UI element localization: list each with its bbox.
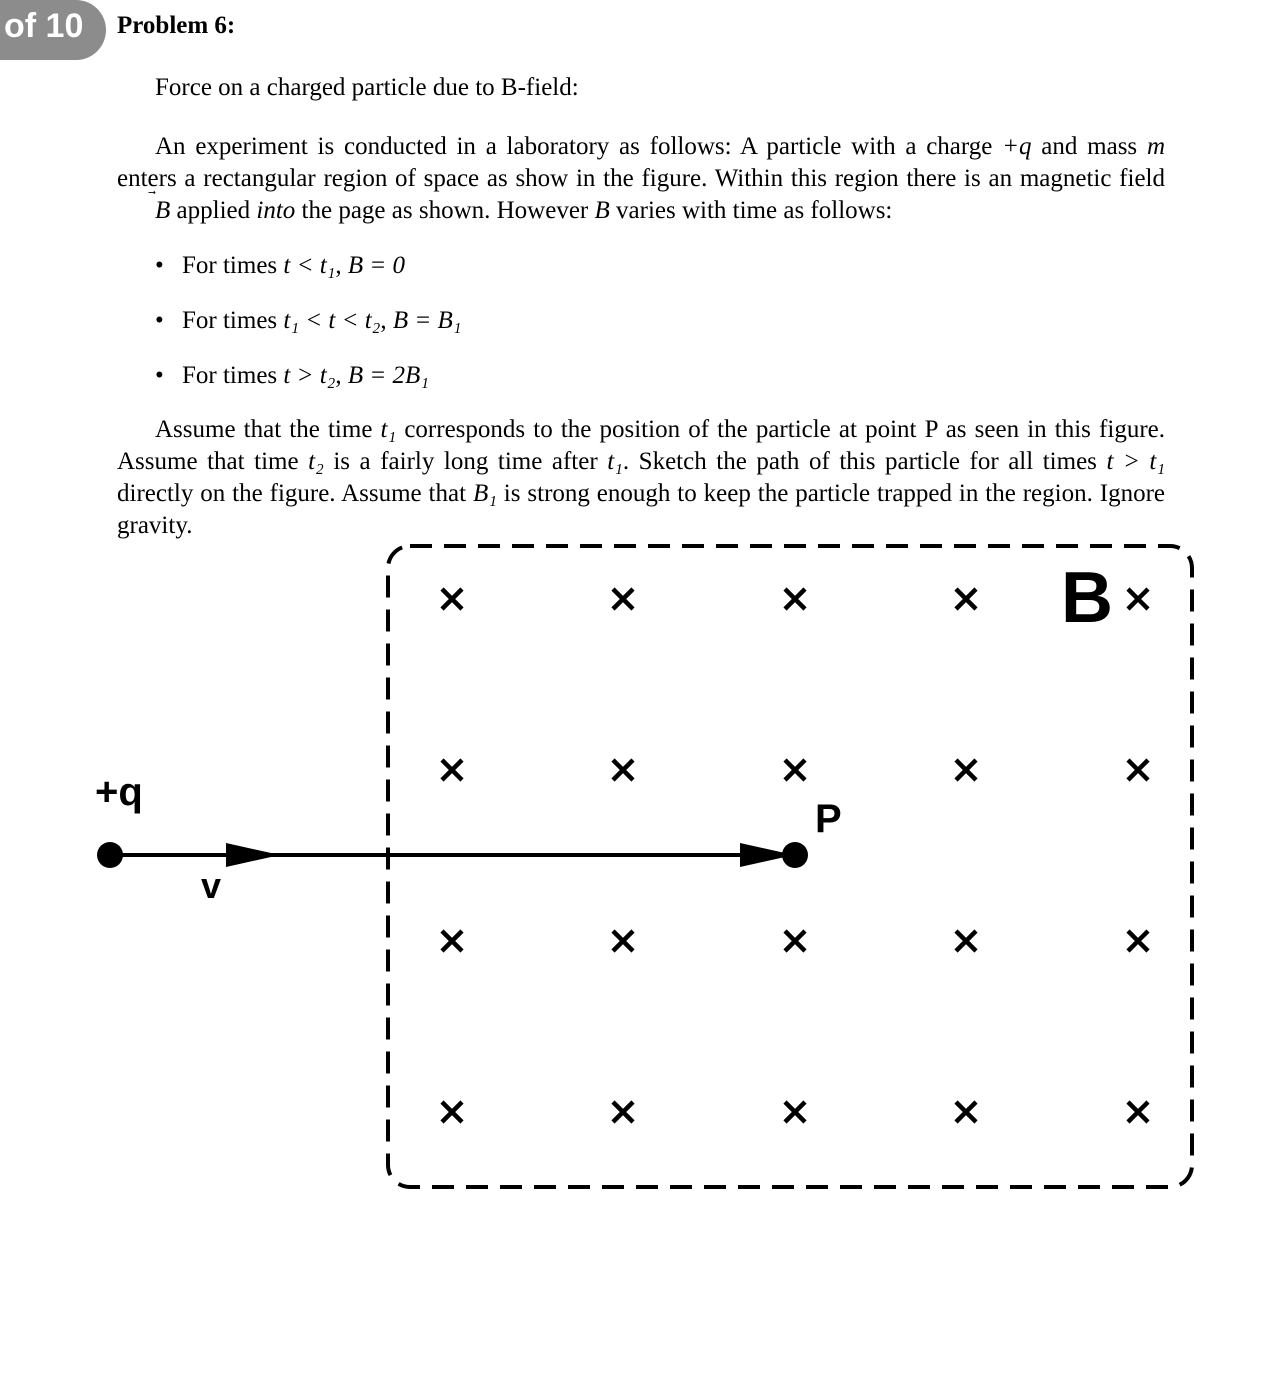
text-segment: . Sketch the path of this particle for all times [622, 448, 1107, 475]
bullet-value: B = 0 [347, 252, 406, 279]
math-t1: t₁ [380, 416, 397, 443]
math-B1: B₁ [472, 480, 497, 507]
text-segment: corresponds to the position of the particle at point P as seen in this figure. Assume that time [117, 416, 1165, 475]
emphasis-into: into [256, 197, 296, 224]
field-into-page-cross-icon [613, 589, 633, 609]
point-label: P [815, 797, 842, 841]
bullet-separator: , [380, 307, 393, 334]
field-into-page-cross-icon [442, 760, 462, 780]
bullet-lead: For times [182, 307, 284, 334]
text-segment: applied [170, 197, 257, 224]
math-condition: t > t₁ [1106, 448, 1166, 475]
field-into-page-cross-icon [1128, 760, 1148, 780]
math-t1: t₁ [607, 448, 623, 475]
bullet-separator: , [335, 362, 348, 389]
field-into-page-cross-icon [613, 760, 633, 780]
charge-label: +q [95, 770, 143, 814]
page-count-badge[interactable]: of 10 [0, 0, 106, 60]
field-into-page-cross-icon [442, 931, 462, 951]
velocity-arrowhead-icon [226, 843, 280, 867]
bullet-lead: For times [182, 362, 284, 389]
field-into-page-cross-icon [956, 760, 976, 780]
math-mass: m [1146, 133, 1165, 160]
point-p-dot [782, 842, 808, 868]
bullet-lead: For times [182, 252, 284, 279]
bullet-condition: t < t₁ [283, 252, 336, 279]
problem-title: Problem 6: [117, 12, 236, 39]
field-symbol: B [155, 197, 171, 224]
field-into-page-cross-icon [785, 760, 805, 780]
bullet-condition: t₁ < t < t₂ [283, 307, 381, 334]
bullet-value: B = 2B₁ [347, 362, 429, 389]
text-segment: directly on the figure. Assume that [117, 480, 473, 507]
field-into-page-cross-icon [785, 1102, 805, 1122]
field-into-page-cross-icon [956, 589, 976, 609]
bullet-value: B = B₁ [392, 307, 462, 334]
field-into-page-cross-icon [442, 589, 462, 609]
velocity-label: v [201, 865, 222, 906]
field-into-page-cross-icon [1128, 931, 1148, 951]
field-into-page-cross-icon [442, 1102, 462, 1122]
field-into-page-cross-icon [1128, 589, 1148, 609]
text-segment: Assume that the time [155, 416, 381, 443]
text-segment: An experiment is conducted in a laboratory as follows: A particle with a charge [155, 133, 1003, 160]
field-into-page-cross-icon [785, 589, 805, 609]
math-charge: +q [1002, 133, 1032, 160]
text-segment: and mass [1031, 133, 1147, 160]
field-into-page-cross-icon [956, 931, 976, 951]
math-B: B [594, 197, 610, 224]
text-segment: varies with time as follows: [609, 197, 893, 224]
math-t2: t₂ [308, 448, 324, 475]
field-into-page-cross-icon [785, 931, 805, 951]
text-segment: the page as shown. However [295, 197, 595, 224]
bullet-condition: t > t₂ [283, 362, 336, 389]
field-into-page-cross-icon [956, 1102, 976, 1122]
text-segment: is a fairly long time after [323, 448, 608, 475]
problem-subtitle: Force on a charged particle due to B-field: [155, 74, 579, 101]
bullet-separator: , [335, 252, 348, 279]
particle-start-dot [97, 842, 123, 868]
field-label: B [1061, 558, 1113, 638]
field-into-page-cross-icon [613, 1102, 633, 1122]
field-into-page-cross-icon [1128, 1102, 1148, 1122]
field-into-page-cross-icon [613, 931, 633, 951]
text-segment: enters a rectangular region of space as show in the figure. Within this region there is an magnetic field [117, 165, 1165, 192]
text-segment: is strong enough to keep the particle trapped in the region. Ignore gravity. [117, 480, 1165, 539]
